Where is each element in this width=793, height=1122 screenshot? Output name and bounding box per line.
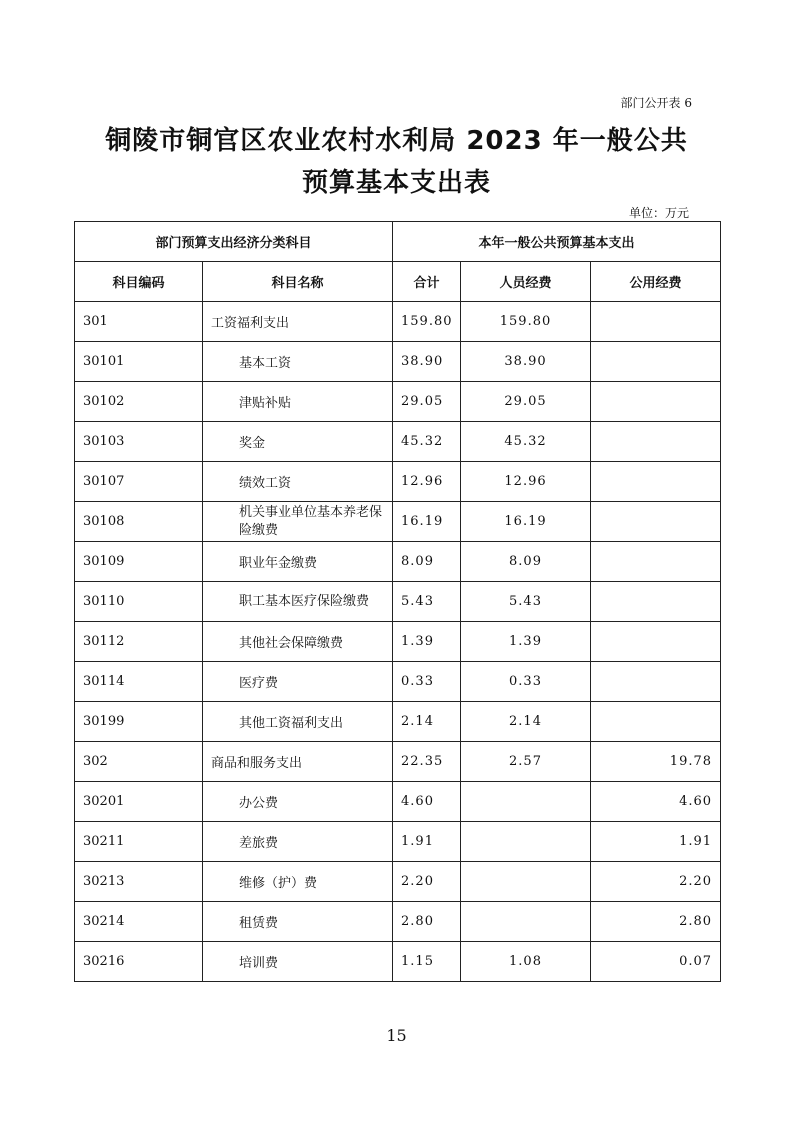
cell-name: 其他社会保障缴费 (203, 622, 393, 662)
cell-code: 30107 (75, 462, 203, 502)
cell-total: 38.90 (393, 342, 461, 382)
cell-public: 0.07 (591, 942, 721, 982)
table-row (75, 782, 721, 822)
cell-total: 1.15 (393, 942, 461, 982)
table-tag: 部门公开表 6 (620, 96, 692, 110)
cell-personnel (461, 822, 591, 862)
table-row (75, 502, 721, 542)
cell-total: 22.35 (393, 742, 461, 782)
cell-code: 30102 (75, 382, 203, 422)
cell-name: 机关事业单位基本养老保险缴费 (203, 502, 393, 542)
cell-personnel: 1.08 (461, 942, 591, 982)
cell-total: 16.19 (393, 502, 461, 542)
cell-public: 19.78 (591, 742, 721, 782)
cell-personnel (461, 782, 591, 822)
cell-code: 30216 (75, 942, 203, 982)
page-number: 15 (386, 1026, 407, 1045)
cell-personnel: 16.19 (461, 502, 591, 542)
cell-personnel: 2.57 (461, 742, 591, 782)
cell-personnel: 5.43 (461, 582, 591, 622)
cell-name: 维修（护）费 (203, 862, 393, 902)
cell-total: 1.39 (393, 622, 461, 662)
cell-public (591, 422, 721, 462)
cell-code: 30101 (75, 342, 203, 382)
cell-public: 1.91 (591, 822, 721, 862)
cell-total: 2.20 (393, 862, 461, 902)
cell-total: 2.14 (393, 702, 461, 742)
col-header-total: 合计 (393, 262, 461, 302)
cell-name: 办公费 (203, 782, 393, 822)
cell-public: 4.60 (591, 782, 721, 822)
table-row (75, 462, 721, 502)
column-header-row (75, 262, 721, 302)
cell-public: 2.20 (591, 862, 721, 902)
cell-personnel (461, 902, 591, 942)
cell-public (591, 622, 721, 662)
cell-personnel: 2.14 (461, 702, 591, 742)
cell-public (591, 542, 721, 582)
cell-public (591, 702, 721, 742)
cell-personnel: 0.33 (461, 662, 591, 702)
cell-name: 基本工资 (203, 342, 393, 382)
cell-personnel: 29.05 (461, 382, 591, 422)
group-header-classification: 部门预算支出经济分类科目 (75, 222, 393, 262)
cell-total: 159.80 (393, 302, 461, 342)
cell-total: 29.05 (393, 382, 461, 422)
cell-name: 租赁费 (203, 902, 393, 942)
cell-name: 职工基本医疗保险缴费 (203, 582, 393, 622)
cell-personnel: 12.96 (461, 462, 591, 502)
cell-name: 商品和服务支出 (203, 742, 393, 782)
table-row (75, 902, 721, 942)
cell-code: 30199 (75, 702, 203, 742)
table-row (75, 422, 721, 462)
cell-public (591, 342, 721, 382)
table-row (75, 342, 721, 382)
cell-public (591, 662, 721, 702)
group-header-basic-expenditure: 本年一般公共预算基本支出 (393, 222, 721, 262)
table-row (75, 942, 721, 982)
cell-total: 12.96 (393, 462, 461, 502)
cell-code: 30211 (75, 822, 203, 862)
col-header-name: 科目名称 (203, 262, 393, 302)
table-row (75, 662, 721, 702)
table-row (75, 742, 721, 782)
cell-personnel: 8.09 (461, 542, 591, 582)
table-row (75, 702, 721, 742)
cell-public: 2.80 (591, 902, 721, 942)
cell-code: 30214 (75, 902, 203, 942)
cell-name: 职业年金缴费 (203, 542, 393, 582)
cell-code: 30114 (75, 662, 203, 702)
cell-total: 8.09 (393, 542, 461, 582)
cell-name: 奖金 (203, 422, 393, 462)
table-row (75, 622, 721, 662)
cell-personnel: 1.39 (461, 622, 591, 662)
group-header-row (75, 222, 721, 262)
cell-code: 30108 (75, 502, 203, 542)
table-row (75, 582, 721, 622)
page-title-line-1: 铜陵市铜官区农业农村水利局 2023 年一般公共 (105, 126, 688, 156)
cell-code: 30213 (75, 862, 203, 902)
col-header-personnel: 人员经费 (461, 262, 591, 302)
table-row (75, 302, 721, 342)
cell-code: 30109 (75, 542, 203, 582)
col-header-public: 公用经费 (591, 262, 721, 302)
cell-personnel: 45.32 (461, 422, 591, 462)
cell-total: 1.91 (393, 822, 461, 862)
cell-name: 培训费 (203, 942, 393, 982)
cell-code: 301 (75, 302, 203, 342)
table-row (75, 822, 721, 862)
table-row (75, 382, 721, 422)
cell-name: 工资福利支出 (203, 302, 393, 342)
cell-personnel (461, 862, 591, 902)
cell-code: 30201 (75, 782, 203, 822)
cell-total: 45.32 (393, 422, 461, 462)
cell-code: 30110 (75, 582, 203, 622)
col-header-code: 科目编码 (75, 262, 203, 302)
cell-personnel: 159.80 (461, 302, 591, 342)
cell-total: 2.80 (393, 902, 461, 942)
cell-public (591, 382, 721, 422)
cell-personnel: 38.90 (461, 342, 591, 382)
page-title-line-2: 预算基本支出表 (301, 168, 491, 198)
cell-total: 0.33 (393, 662, 461, 702)
cell-code: 30103 (75, 422, 203, 462)
cell-public (591, 502, 721, 542)
cell-public (591, 302, 721, 342)
cell-name: 其他工资福利支出 (203, 702, 393, 742)
cell-code: 30112 (75, 622, 203, 662)
cell-total: 4.60 (393, 782, 461, 822)
cell-name: 津贴补贴 (203, 382, 393, 422)
table-row (75, 542, 721, 582)
budget-table (74, 221, 721, 982)
cell-name: 医疗费 (203, 662, 393, 702)
cell-name: 绩效工资 (203, 462, 393, 502)
cell-total: 5.43 (393, 582, 461, 622)
unit-label: 单位：万元 (628, 206, 689, 220)
table-row (75, 862, 721, 902)
cell-name: 差旅费 (203, 822, 393, 862)
cell-code: 302 (75, 742, 203, 782)
cell-public (591, 582, 721, 622)
cell-public (591, 462, 721, 502)
